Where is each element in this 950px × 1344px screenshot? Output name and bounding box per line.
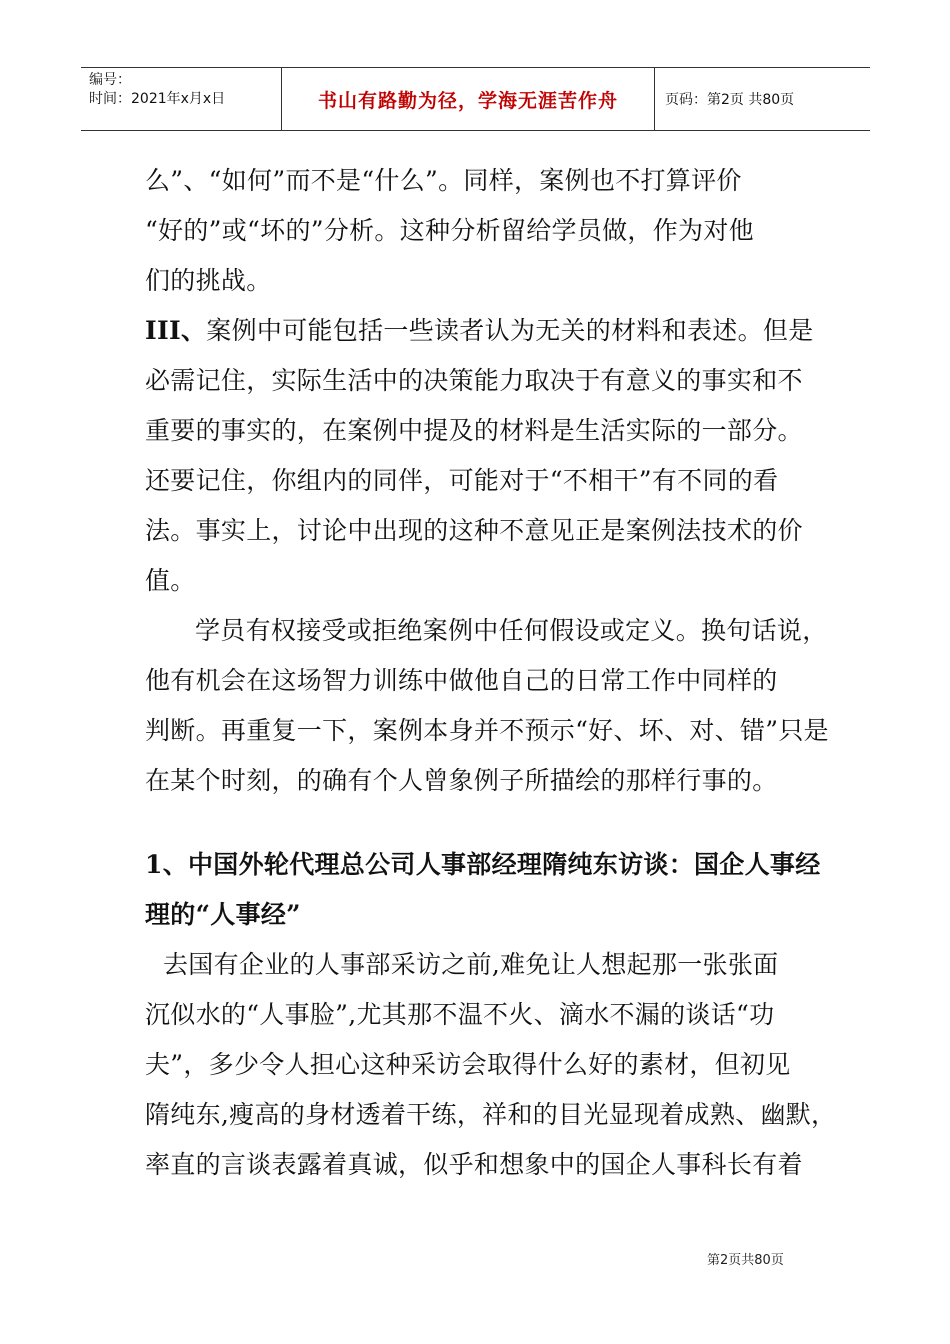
text-line: 率直的言谈表露着真诚，似乎和想象中的国企人事科长有着	[145, 1150, 803, 1179]
text-line: 判断。再重复一下，案例本身并不预示“好、坏、对、错”只是	[145, 716, 829, 745]
text-line: 么”、“如何”而不是“什么”。同样，案例也不打算评价	[145, 166, 742, 195]
page-header	[81, 67, 870, 131]
header-motto-cell	[282, 68, 655, 130]
text-line: “好的”或“坏的”分析。这种分析留给学员做，作为对他	[145, 216, 754, 245]
paragraph-gap	[145, 806, 809, 840]
text-line: 在某个时刻，的确有个人曾象例子所描绘的那样行事的。	[145, 766, 778, 795]
text-span: 案例中可能包括一些读者认为无关的材料和表述。但是	[206, 316, 814, 345]
document-body	[145, 156, 837, 1190]
header-page-info: 页码：第2页 共80页	[665, 92, 795, 108]
section-marker: III、	[145, 316, 207, 345]
text-line	[145, 306, 814, 356]
text-line: 隋纯东,瘦高的身材透着干练，祥和的目光显现着成熟、幽默，	[145, 1100, 837, 1129]
header-page-cell	[655, 68, 870, 130]
text-line: 重要的事实的，在案例中提及的材料是生活实际的一部分。	[145, 416, 803, 445]
text-line: 去国有企业的人事部采访之前,难免让人想起那一张张面	[163, 950, 779, 979]
text-line: 还要记住，你组内的同伴，可能对于“不相干”有不同的看	[145, 466, 779, 495]
header-meta	[81, 68, 282, 130]
section-heading: 1、中国外轮代理总公司人事部经理隋纯东访谈：国企人事经	[145, 850, 821, 879]
text-line: 沉似水的“人事脸”,尤其那不温不火、滴水不漏的谈话“功	[145, 1000, 775, 1029]
text-line: 夫”，多少令人担心这种采访会取得什么好的素材，但初见	[145, 1050, 791, 1079]
text-line: 们的挑战。	[145, 266, 272, 295]
section-heading: 理的“人事经”	[145, 900, 301, 929]
text-line: 值。	[145, 566, 196, 595]
text-line: 必需记住，实际生活中的决策能力取决于有意义的事实和不	[145, 366, 803, 395]
page-footer: 第2页共80页	[707, 1253, 784, 1268]
number-label: 编号：	[89, 72, 131, 88]
text-line: 法。事实上，讨论中出现的这种不意见正是案例法技术的价	[145, 516, 803, 545]
motto: 书山有路勤为径，学海无涯苦作舟	[317, 89, 618, 112]
time-label: 时间：2021年x月x日	[89, 91, 226, 107]
text-line: 学员有权接受或拒绝案例中任何假设或定义。换句话说，	[195, 616, 828, 645]
text-line: 他有机会在这场智力训练中做他自己的日常工作中同样的	[145, 666, 778, 695]
